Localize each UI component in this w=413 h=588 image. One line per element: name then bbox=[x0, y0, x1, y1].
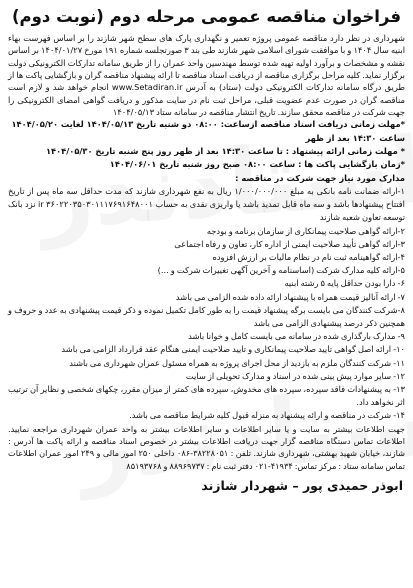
contact-information: جهت اطلاعات بیشتر به سایت و یا سایر اطلاعات و سایر اطلاعات بیشتر به واحد عمران شهرداری مراجعه نمایید. اطلاعات تماس دستگاه مناقصه گزار جهت دریافت اطلاعات بیشتر در خصوص اسناد مناقصه و ارائه پاکت ها آدرس : شازند، خیابان شهید بهشتی، شهرداری شازند. تلفن : ۳۸۲۲۸۰۵۱-۰۸۶ داخلی ۲۵۰ امور مالی و ۲۴۹ امور عمران اطلاعات تماس سامانه ستاد : مرکز تماس: ۴۱۹۳۴-۰۲۱ دفتر ثبت نام : ۸۸۹۶۹۷۳۷ و ۸۵۱۹۳۷۶۸ bbox=[8, 423, 405, 471]
intro-paragraph: شهرداری در نظر دارد مناقصه عمومی پروژه تعمیر و نگهداری پارک های سطح شهر شازند را بر اساس فهرست بهاء ابنیه سال ۱۴۰۴ و با موافقت شورای اسلامی شهر شازند طی بند ۳ صورتجلسه شماره ۱۹۱ مورخ ۱۴۰۴/۰۱/۲۷ بر اساس نقشه و مشخصات و برآورد اولیه تهیه شده توسط مهندسین واحد عمران را از طریق سامانه تدارکات الکترونیکی دولت برگزار نماید. کلیه مراحل برگزاری مناقصه از دریافت اسناد مناقصه تا ارائه پیشنهاد مناقصه گران و بازگشایی پاکت ها از طریق درگاه سامانه تدارکات الکترونیکی دولت (ستاد) به آدرس www.Setadiran.ir انجام خواهد شد و لازم است مناقصه گران در صورت عدم عضویت قبلی، مراحل ثبت نام در سایت مذکور و دریافت گواهی امضای الکترونیکی را جهت شرکت در مناقصه محقق سازند. تاریخ انتشار مناقصه در سامانه ستاد ۱۴۰۴/۰۵/۱۳ bbox=[8, 33, 406, 118]
deadline-document-time: ساعت ۱۴:۳۰ بعد از ظهر bbox=[305, 132, 405, 143]
list-item: ۱-ارائه ضمانت نامه بانکی به مبلغ ۱/۰۰۰/۰۰۰/۰۰۰ ریال به نفع شهرداری شازند که مدت حداقل سه ماه پس از تاریخ افتتاح پیشنهادها باشد و سه ماه قابل تمدید باشد یا واریزی نقدی به حساب ir ۳۶۰۲۲۰۳۵۰۳۰۱۱۱۷۶۹۱۶۴۸۰۰۱ نزد بانک توسعه تعاون شعبه شازند bbox=[8, 185, 405, 223]
deadline-document-receipt: *مهلت زمانی دریافت اسناد مناقصه ازساعت: ۰۸:۰۰ دو شنبه تاریخ ۱۴۰۴/۰۵/۱۳ لغایت ۱۴۰۴/۰۵/۲۰ bbox=[11, 119, 405, 130]
notice-title: فراخوان مناقصه عمومی مرحله دوم (نوبت دوم) bbox=[12, 7, 401, 26]
opening-time: *زمان بازگشایی پاکت ها : ساعت ۰۸:۰۰ صبح روز شنبه تاریخ ۱۴۰۴/۰۶/۰۱ bbox=[109, 159, 405, 170]
list-item: ۳-ارائه گواهی تأیید صلاحیت ایمنی از اداره کار، تعاون و رفاه اجتماعی bbox=[174, 238, 405, 249]
list-item: ۱۰- ارائه اصل گواهی تایید صلاحیت پیمانکاری و تایید صلاحیت ایمنی هنگام عقد قرارداد الزامی می باشد bbox=[61, 344, 405, 355]
required-documents-title: مدارک مورد نیاز جهت شرکت در مناقصه : bbox=[235, 172, 405, 183]
signature: ابوذر حمیدی پور – شهردار شازند bbox=[201, 478, 403, 494]
list-item: ۱۱- شرکت کنندگان ملزم به بازدید از محل اجرای پروژه به همراه مسئول عمران شهرداری می باشند bbox=[69, 357, 405, 368]
list-item: ۴-ارائه گواهینامه ثبت نام در نظام مالیات بر ارزش افزوده bbox=[212, 251, 405, 262]
list-item: ۸-شرکت کنندگان می بایست برگه پیشنهاد قیمت را به طور کامل تکمیل نموده و ذکر قیمت پیشنهادی به عدد و حروف و همچنین ذکر درصد پیشنهادی الزامی می باشد bbox=[8, 304, 405, 328]
list-item: ۱۳- به پیشنهادات فاقد سپرده، سپرده های مخدوش، سپرده های کمتر از میزان مقرر، چکهای شخصی و نظایر آن ترتیب اثر نخواهد داد. bbox=[8, 383, 405, 408]
list-item: ۲-ارائه گواهی صلاحیت پیمانکاری از سازمان برنامه و بودجه bbox=[206, 225, 405, 236]
list-item: ۵-ارائه کلیه مدارک شرکت (اساسنامه و آخرین آگهی تغییرات شرکت و ...) bbox=[157, 265, 405, 276]
list-item: ۱۲- سایر موارد پیش بینی شده در اسناد و مدارک تحویلی از سایت bbox=[185, 370, 405, 381]
list-item: ۹- مدارک بارگذاری شده در سامانه می بایست کامل و خوانا باشد bbox=[188, 331, 405, 342]
list-item: ۱۴- شرکت در مناقصه و ارائه پیشنهاد به منزله قبول کلیه شرایط مناقصه می باشد. bbox=[129, 410, 405, 421]
list-item: ۶- دارا بودن حداقل پایه ۵ رشته ابنیه bbox=[284, 278, 405, 289]
deadline-submission: * مهلت زمانی ارائه پیشنهاد : تا ساعت ۱۴:۳۰ بعد از ظهر روز پنج شنبه تاریخ ۱۴۰۴/۰۵/۳۰ bbox=[45, 146, 405, 156]
list-item: ۷- ارائه آنالیز قیمت همراه با پیشنهاد ارائه داده شده الزامی می باشد bbox=[175, 291, 405, 302]
required-documents-list bbox=[8, 185, 405, 423]
